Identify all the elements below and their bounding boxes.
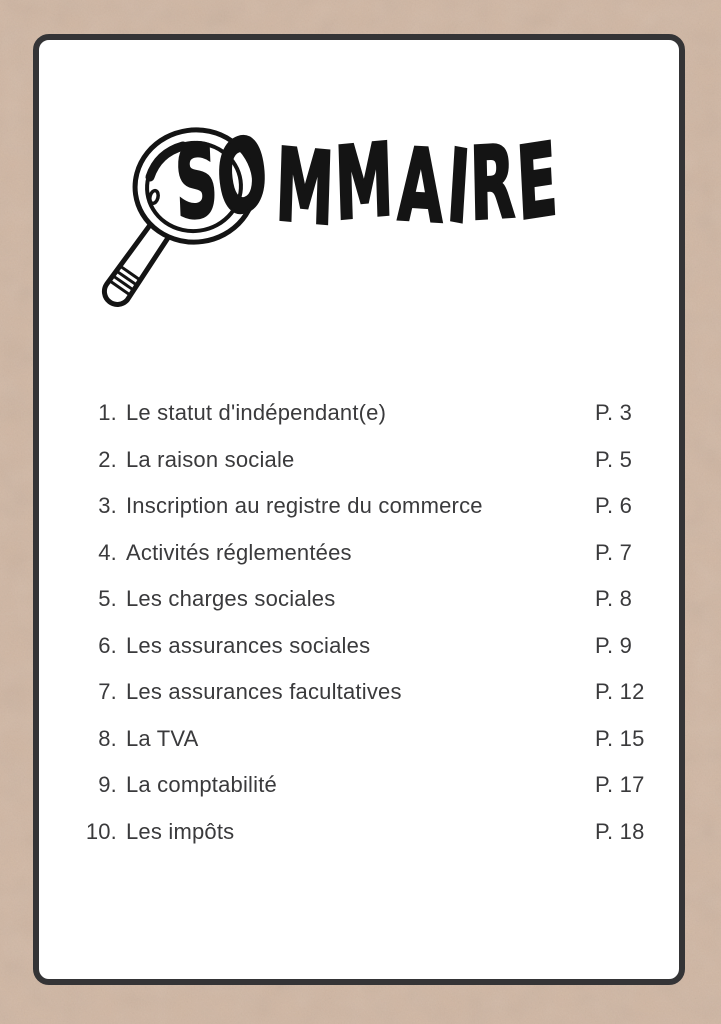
toc-page: P. 18 bbox=[595, 818, 645, 844]
toc-number: 5. bbox=[98, 586, 117, 612]
toc-row bbox=[83, 669, 655, 716]
toc-row bbox=[83, 623, 655, 670]
toc-number: 3. bbox=[98, 493, 117, 519]
toc-label: La raison sociale bbox=[126, 446, 295, 472]
toc-label: Les assurances facultatives bbox=[126, 679, 402, 705]
toc-label: Activités réglementées bbox=[126, 539, 352, 565]
toc-row bbox=[83, 483, 655, 530]
toc-page: P. 3 bbox=[595, 400, 633, 426]
page-title: SOMMAIRE bbox=[173, 116, 564, 249]
toc-row bbox=[83, 809, 655, 856]
toc-number: 9. bbox=[98, 772, 117, 798]
toc-row bbox=[83, 437, 655, 484]
toc-page: P. 6 bbox=[595, 493, 633, 519]
toc-label: La TVA bbox=[126, 725, 199, 751]
content-card bbox=[33, 34, 685, 985]
sommaire-header bbox=[90, 116, 650, 326]
toc-row bbox=[83, 390, 655, 437]
toc-label: Les assurances sociales bbox=[126, 632, 371, 658]
toc-page: P. 5 bbox=[595, 446, 633, 472]
toc-number: 10. bbox=[85, 818, 117, 844]
toc-number: 4. bbox=[98, 539, 117, 565]
toc-label: Le statut d'indépendant(e) bbox=[126, 400, 387, 426]
toc-row bbox=[83, 576, 655, 623]
toc-row bbox=[83, 530, 655, 577]
toc-label: La comptabilité bbox=[126, 772, 277, 798]
toc-page: P. 8 bbox=[595, 586, 633, 612]
toc-row bbox=[83, 716, 655, 763]
toc-page: P. 17 bbox=[595, 772, 645, 798]
toc-row bbox=[83, 762, 655, 809]
toc-page: P. 15 bbox=[595, 725, 645, 751]
toc-label: Inscription au registre du commerce bbox=[126, 493, 483, 519]
toc-number: 1. bbox=[98, 400, 117, 426]
toc-label: Les charges sociales bbox=[126, 586, 336, 612]
toc-page: P. 9 bbox=[595, 632, 633, 658]
toc-page: P. 12 bbox=[595, 679, 645, 705]
toc-number: 7. bbox=[98, 679, 117, 705]
toc-label: Les impôts bbox=[126, 818, 235, 844]
toc-list bbox=[83, 390, 655, 855]
toc-number: 2. bbox=[98, 446, 117, 472]
toc-number: 6. bbox=[98, 632, 117, 658]
toc-page: P. 7 bbox=[595, 539, 633, 565]
toc-number: 8. bbox=[98, 725, 117, 751]
